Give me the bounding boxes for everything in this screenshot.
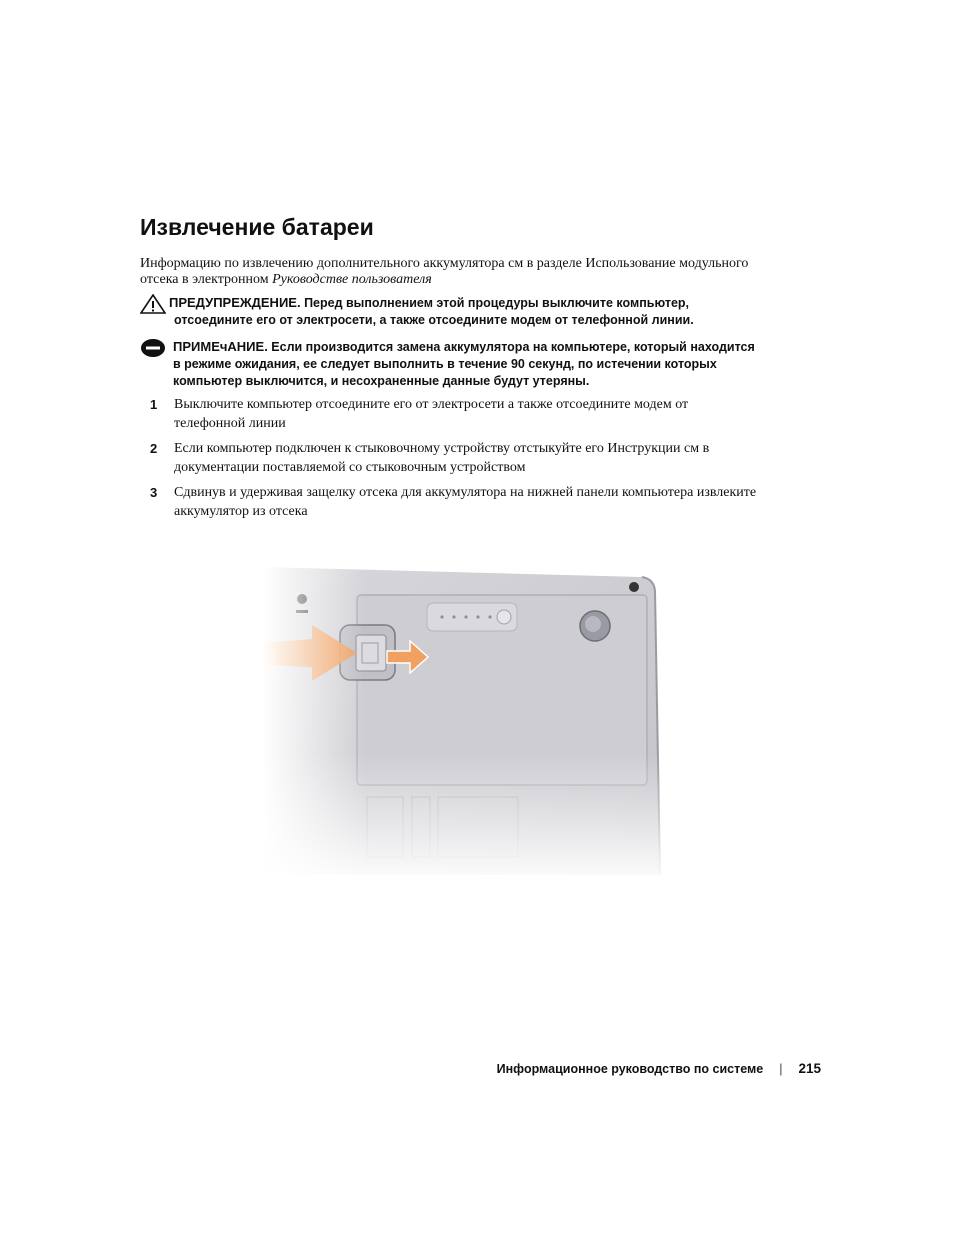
warning-line1: Перед выполнением этой процедуры выключите компьютер, xyxy=(304,296,689,310)
step-3 xyxy=(140,484,760,521)
warning-line2: отсоедините его от электросети, а также отсоедините модем от телефонной линии. xyxy=(174,313,694,327)
page-title: Извлечение батареи xyxy=(140,214,374,240)
page-footer xyxy=(497,1061,821,1076)
step-number: 3 xyxy=(150,485,158,500)
warning-head: ПРЕДУПРЕЖДЕНИЕ. xyxy=(169,295,301,310)
note-head: ПРИМЕчАНИЕ. xyxy=(173,339,268,354)
footer-separator: | xyxy=(779,1061,783,1076)
note-text: Если производится замена аккумулятора на компьютере, который находится в режиме ожидания, ее следует выполнить в течение 90 секунд, по истечении которых компьютер выключится, и несохраненные данные будут утеряны. xyxy=(173,340,755,388)
step-2 xyxy=(140,440,760,477)
notice-icon xyxy=(140,338,166,358)
intro-italic: Руководстве пользователя xyxy=(272,272,432,287)
step-text: Если компьютер подключен к стыковочному устройству отстыкуйте его Инструкции см в документации поставляемой со стыковочным устройством xyxy=(174,441,710,475)
step-number: 1 xyxy=(150,397,158,412)
intro-paragraph xyxy=(140,256,760,288)
step-number: 2 xyxy=(150,441,158,456)
step-text: Сдвинув и удерживая защелку отсека для аккумулятора на нижней панели компьютера извлеките аккумулятор из отсека xyxy=(174,485,757,519)
step-1 xyxy=(140,396,760,433)
note-notice xyxy=(140,338,760,390)
warning-notice xyxy=(140,294,760,329)
footer-title: Информационное руководство по системе xyxy=(496,1061,764,1076)
step-text: Выключите компьютер отсоедините его от электросети а также отсоедините модем от телефонной линии xyxy=(174,397,689,431)
intro-text: Информацию по извлечению дополнительного аккумулятора см в разделе Использование модульного отсека в электронном xyxy=(140,256,749,287)
warning-icon xyxy=(140,294,166,314)
battery-removal-illustration xyxy=(262,555,672,885)
page-number: 215 xyxy=(798,1061,821,1076)
